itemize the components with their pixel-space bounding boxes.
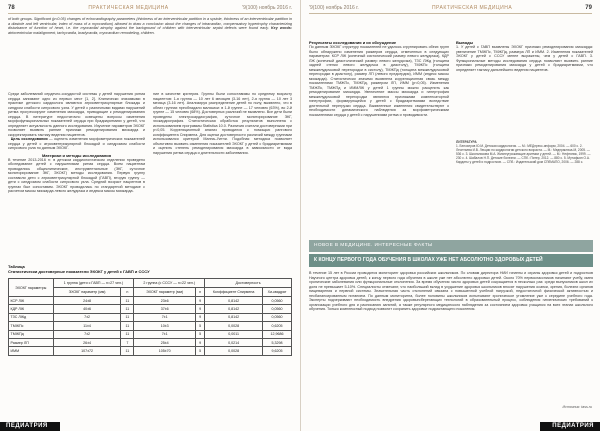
table-row: ТЗС ЛЖд 7±2 11 7±1 9 0,8142 0,0560	[9, 313, 292, 321]
th-group-1: 1 группа (дети с ГАВП — n=27 чел.)	[53, 279, 134, 288]
news-source: Источник: tass.ru	[562, 405, 592, 409]
right-running-header	[309, 3, 592, 14]
table-row: ИММ 107±72 11 105±70 5 0,0028 9,6205	[9, 347, 292, 355]
left-issue: '9(100) ноябрь 2016 г.	[242, 5, 292, 11]
th-g2-value: ЭХОКГ параметр (мм)	[134, 288, 196, 297]
th-g2-n: n	[196, 288, 205, 297]
keywords: atrioventricular malalignment, tachycardia, bradycardia, myocardium remodeling, children.	[8, 30, 155, 35]
right-page-number: 79	[585, 5, 592, 11]
intro-text: Среди заболеваний сердечно-сосудистой системы у детей нарушения ритма сердца занимают одно из первых мест [1, 2]. Клинически значимыми в практике детского кардиолога являются атриовентрикулярные блокады и синдром слабости синусового узла. У детей с различными видами нарушений ритма прогрессируют изменения миокарда, приводящие к ремоделированию сердца. В литературе недостаточно освещены вопросы изменения морфофункциональных показателей сердца при брадиаритмиях у детей, что определяет актуальность данного исследования. Изучение параметров ЭХОКГ позволяет выявить ранние признаки ремоделирования миокарда и скорректировать тактику ведения пациентов.	[8, 92, 145, 137]
table-row: КСР ЛЖ 24±8 11 23±6 9 0,8142 0,0560	[9, 297, 292, 305]
literature-list: 1. Белозеров Ю.М. Детская кардиология. — М.: МЕДпресс-информ, 2004. — 600 с. 2. Леонтьева И.В. Лекции по кардиологии детского возраста. — М.: Медпрактика-М, 2005. — 536 с. 3. Школьникова М.А. Жизнеугрожающие аритмии у детей. — М.: Нефтяник, 1999. — 230 с. 4. Шабалов Н.П. Детские болезни. — СПб.: Питер, 2012. — 880 с. 5. Мутафьян О.А. Кардиты у детей и подростков. — СПб.: Издательский дом СПбМАПО, 2006. — 288 с.	[456, 144, 591, 164]
left-footer-brand: ПЕДИАТРИЯ	[0, 422, 60, 431]
table-row: ТМЖПд 7±2 11 7±1 5 0,0011 12,9686	[9, 330, 292, 338]
th-chi-square: Хи-квадрат	[263, 288, 292, 297]
news-headline: К КОНЦУ ПЕРВОГО ГОДА ОБУЧЕНИЯ В ШКОЛАХ УЖЕ НЕТ АБСОЛЮТНО ЗДОРОВЫХ ДЕТЕЙ	[309, 254, 593, 267]
right-journal-name: ПРАКТИЧЕСКАЯ МЕДИЦИНА	[431, 5, 513, 11]
keywords-label: Key words:	[271, 26, 292, 30]
aim-label: Цель исследования	[10, 137, 48, 141]
conclusions-heading: Выводы	[456, 40, 474, 45]
results-text: По данным ЭХОКГ структуру показателей не удалось сгруппировать обеих групп было обнаружено изменения размеров сердца, отмеченных в следующих параметрах: КСР ЛЖ (конечный систолический размер левого желудочка), КДР ЛЖ (конечный диастолический размер левого желудочка), ТЗС ЛЖд (толщина задней стенки левого желудочка в диастолу), ТМЖПс (толщина межжелудочковой перегородки в систолу), ТМЖПд (толщина межжелудочковой перегородки в диастолу), размер ЛП (левого предсердия), ИММ (индекс массы миокарда). Статистически значимо выявлена корреляционная связь между показателями ТМЖПс, ТМЖПд, размером ЛП, ИММ (p<0,05). Изменения ТМЖПс, ТМЖПд и ИММЛЖ у детей 1 группы можно расценить как ремоделирование миокарда. Увеличение массы миокарда и гипертрофия межжелудочковой перегородки являются признаками компенсаторной гипертрофии, формирующейся у детей с брадиаритмиями вследствие длительной перегрузки сердца. Выявленные изменения свидетельствуют о необходимости динамического наблюдения за морфометрическими показателями сердца у детей с нарушениями ритма и проводимости.	[309, 45, 449, 117]
echo-parameters-table	[8, 278, 292, 356]
news-body: В течение 15 лет в России проводится мониторинг здоровья российских школьников. По словам директора НИИ гигиены и охраны здоровья детей и подростков Научного центра здоровья детей, к концу первого года обучения в школе уже нет абсолютно здоровых детей. Около 70% первоклассников начинают учебу, имея хронические заболевания или функциональные отклонения. За время обучения число здоровых детей сокращается в несколько раз: среди выпускников школ их доля не превышает 5-10%. Специалисты отмечают, что наибольший вклад в ухудшение здоровья школьников вносят нарушения осанки, зрения, болезни органов пищеварения и нервной системы. Значительная часть отклонений связана с повышенной учебной нагрузкой, недостаточной физической активностью и несбалансированным питанием. По данным мониторинга, более половины школьников испытывают хроническое утомление уже к середине учебного года. Эксперты подчеркивают необходимость внедрения здоровьесберегающих технологий в образовательный процесс, соблюдения гигиенических требований к организации учебного дня и расписанию занятий, а также регулярного медицинского наблюдения за состоянием здоровья учащихся на всех этапах школьного обучения. Только комплексный подход позволит сохранить здоровье подрастающего поколения.	[309, 271, 593, 311]
right-page	[300, 0, 600, 431]
conclusions-text: 1. У детей с ГАВП выявлены ЭХОКГ признаки ремоделирования миокарда: увеличение ТМЖПс, ТМЖПд, размера ЛП и ИММ. 2. Изменения показателей ЭХОКГ у детей с СССУ менее выражены, чем у детей с ГАВП. 3. Функциональные методы исследования сердца позволяют выявить ранние признаки ремоделирования миокарда у детей с брадиаритмиями, что определяет тактику дальнейшего ведения пациентов.	[456, 45, 593, 72]
literature-heading: ЛИТЕРАТУРА	[456, 140, 477, 144]
methods-text: В течение 2013-2016 гг. в детском кардиологическом отделении проведено обследование детей с нарушениями ритма сердца. Всем пациентам проводились общеклинические, инструментальные (ЭКГ, суточное мониторирование ЭКГ, ЭХОКГ) методы исследования. Первую группу составили дети с атриовентрикулярной блокадой (ГАВП), вторую группу — дети с синдромом слабости синусового узла. Средний возраст пациентов в группах был сопоставим. ЭХОКГ проводилась по стандартной методике с расчетом массы миокарда левого желудочка и индекса массы миокарда.	[8, 157, 145, 193]
right-issue: '9(100) ноябрь 2016 г.	[309, 5, 359, 11]
conclusions-block	[456, 40, 593, 136]
table-row: ТМЖПс 11±4 11 10±3 5 0,0028 0,6205	[9, 322, 292, 330]
methods-heading: Материал и методы исследования	[41, 152, 112, 158]
th-param: ЭХОКГ параметры	[9, 279, 54, 297]
left-page-number: 78	[8, 5, 15, 11]
right-footer-brand: ПЕДИАТРИЯ	[540, 422, 600, 431]
literature-block	[456, 140, 593, 236]
left-running-header	[8, 3, 292, 14]
th-g1-n: n	[121, 288, 134, 297]
aim-text: — оценить изменения морфометрических показателей сердца у детей с атриовентрикулярной блокадой и синдромом слабости синусового узла по данным ЭХОКГ.	[8, 137, 145, 150]
table-row: КДР ЛЖ 40±6 11 37±6 9 0,8142 0,0560	[9, 305, 292, 313]
news-section-banner: НОВОЕ В МЕДИЦИНЕ. ИНТЕРЕСНЫЕ ФАКТЫ	[309, 240, 593, 252]
th-spearman: Коэффициент Спирмена	[205, 288, 263, 297]
th-group-2: 2 группа (с СССУ — n=22 чел.)	[134, 279, 205, 288]
th-g1-value: ЭХОКГ параметр (мм)	[53, 288, 121, 297]
table-caption: Таблица	[8, 264, 25, 269]
results-heading: Результаты исследования и их обсуждение	[309, 40, 397, 45]
results-column	[309, 40, 449, 236]
table-row: Размер ЛП 26±4 7 25±4 9 0,0214 5,3298	[9, 338, 292, 346]
abstract-tail: of both groups. Significant (p<0.05) changes of echocardiography parameters (thickness of an interventricular partition in a systole, thickness of an interventricular partition in a diastole and left ventricular, index of mass of a myocardium) allowed to draw a conclusion about the changes of intracardiac, compensatory hypertrophy characterizing disturbance of function of heart, i.e. the myocardial atrophy against the background of children with interventricular septal defects were found early. Key words: atrioventricular malalignment, tachycardia, bradycardia, myocardium remodeling, children.	[8, 17, 292, 35]
table-title: Статистически достоверные показатели ЭХОКГ у детей с ГАВП и СССУ	[8, 269, 150, 274]
th-significance: Достоверность	[205, 279, 292, 288]
left-journal-name: ПРАКТИЧЕСКАЯ МЕДИЦИНА	[88, 5, 169, 11]
left-column-1	[8, 92, 145, 258]
left-column-2: ние в качестве критерия. Группы были сопоставимы по среднему возрасту пациентов: 1-я группа — 10 лет 6 месяцев (3-16 лет), 2-я группа — 10 лет 3 месяца (3-16 лет). Анализируя распределение детей по полу, выявлено, что в обеих группах преобладали мальчики: в 1-й группе — 17 человек (63%), во 2-й группе — 15 человек (68%). Достоверных различий не выявлено. Все дети были проведены электрокардиография, суточное мониторирование ЭКГ, эхокардиография. Статистическая обработка результатов выполнена с использованием программы Statistica 10.0. Различия считали достоверными при p<0,05. Корреляционный анализ проводился с помощью рангового коэффициента Спирмена. Для оценки достоверности различий между группами использовался критерий Манна–Уитни. Подобная методика позволяет объективно выявить изменения показателей ЭХОКГ у детей с брадиаритмиями и оценить степень ремоделирования миокарда в зависимости от вида нарушения ритма сердца и длительности заболевания.	[153, 92, 292, 155]
